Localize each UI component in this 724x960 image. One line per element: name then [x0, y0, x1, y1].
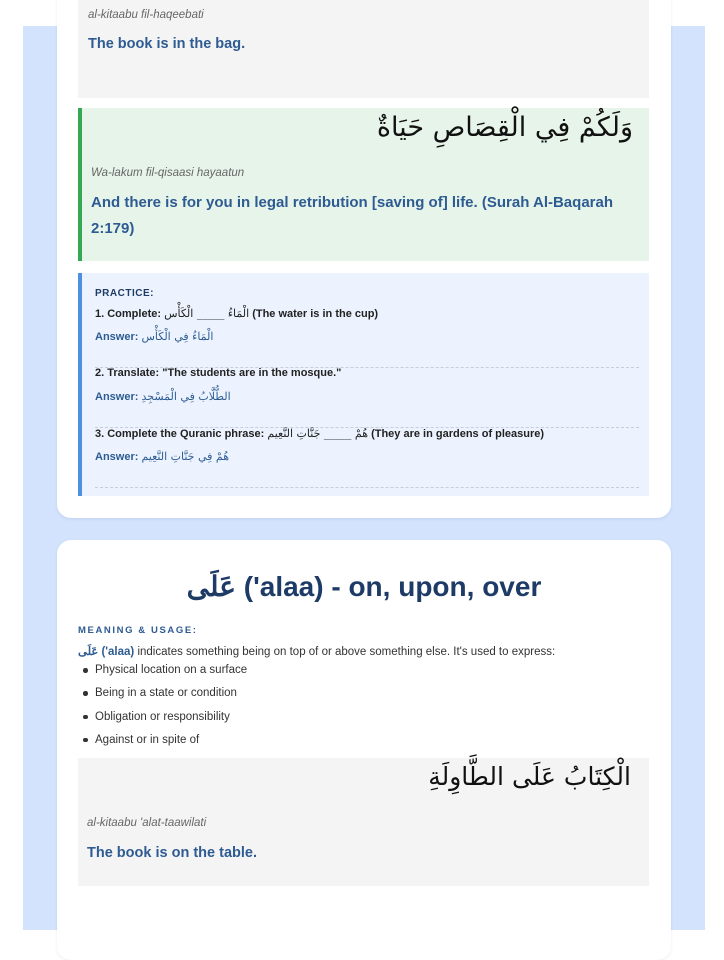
lead-arabic: عَلَى — [78, 644, 99, 658]
answer-arabic: الطُّلَّابُ فِي الْمَسْجِدِ — [141, 390, 231, 403]
quran-arabic: وَلَكُمْ فِي الْقِصَاصِ حَيَاةٌ — [376, 112, 633, 143]
usage-item: Physical location on a surface — [78, 662, 247, 685]
example-translation: The book is in the bag. — [88, 36, 246, 52]
lead-transliteration: ('alaa) — [101, 646, 135, 658]
answer-arabic: الْمَاءُ فِي الْكَأْس — [141, 330, 214, 343]
quran-translation: And there is for you in legal retribution [saving of] life. (Surah Al-Baqarah 2:179) — [91, 194, 613, 237]
question-text: 2. Translate: "The students are in the mosque." — [95, 367, 342, 379]
practice-answer — [95, 450, 229, 463]
example-arabic: الْكِتَابُ عَلَى الطَّاوِلَةِ — [428, 762, 631, 791]
quran-example-box — [78, 108, 649, 261]
meaning-lead — [78, 646, 134, 658]
section-heading — [57, 570, 671, 603]
usage-item: Being in a state or condition — [78, 685, 247, 708]
practice-item — [95, 307, 639, 368]
practice-answer — [95, 330, 213, 343]
practice-question — [95, 427, 544, 440]
practice-answer — [95, 390, 231, 403]
question-hint: (The water is in the cup) — [252, 308, 379, 320]
lesson-card-fi — [57, 0, 671, 518]
question-text: 1. Complete: — [95, 308, 162, 320]
practice-question — [95, 367, 341, 379]
question-text: 3. Complete the Quranic phrase: — [95, 428, 265, 440]
quran-transliteration: Wa-lakum fil-qisaasi hayaatun — [91, 167, 245, 179]
answer-label: Answer: — [95, 391, 139, 403]
meaning-label: MEANING & USAGE: — [78, 625, 198, 636]
practice-title: PRACTICE: — [95, 288, 154, 299]
answer-label: Answer: — [95, 451, 139, 463]
lesson-card-alaa — [57, 540, 671, 960]
heading-arabic: عَلَى — [186, 570, 236, 603]
practice-item — [95, 367, 639, 428]
answer-label: Answer: — [95, 331, 139, 343]
practice-item — [95, 427, 639, 488]
usage-item: Against or in spite of — [78, 732, 247, 755]
practice-box — [78, 273, 649, 496]
usage-item: Obligation or responsibility — [78, 709, 247, 732]
example-translation: The book is on the table. — [87, 845, 257, 861]
example-box — [78, 0, 649, 98]
answer-arabic: هُمْ فِي جَنَّاتِ النَّعِيم — [141, 450, 230, 463]
question-hint: (They are in gardens of pleasure) — [371, 428, 545, 440]
heading-text: ('alaa) - on, upon, over — [243, 571, 542, 602]
question-arabic: هُمْ _____ جَنَّاتِ النَّعِيم — [267, 427, 369, 440]
meaning-text — [78, 644, 555, 658]
question-arabic: الْمَاءُ _____ الْكَأْس — [164, 307, 250, 320]
usage-list — [78, 662, 247, 755]
practice-question — [95, 307, 378, 320]
example-transliteration: al-kitaabu 'alat-taawilati — [87, 817, 207, 829]
meaning-description: indicates something being on top of or above something else. It's used to express: — [137, 646, 556, 658]
example-transliteration: al-kitaabu fil-haqeebati — [88, 9, 204, 21]
example-box — [78, 758, 649, 886]
